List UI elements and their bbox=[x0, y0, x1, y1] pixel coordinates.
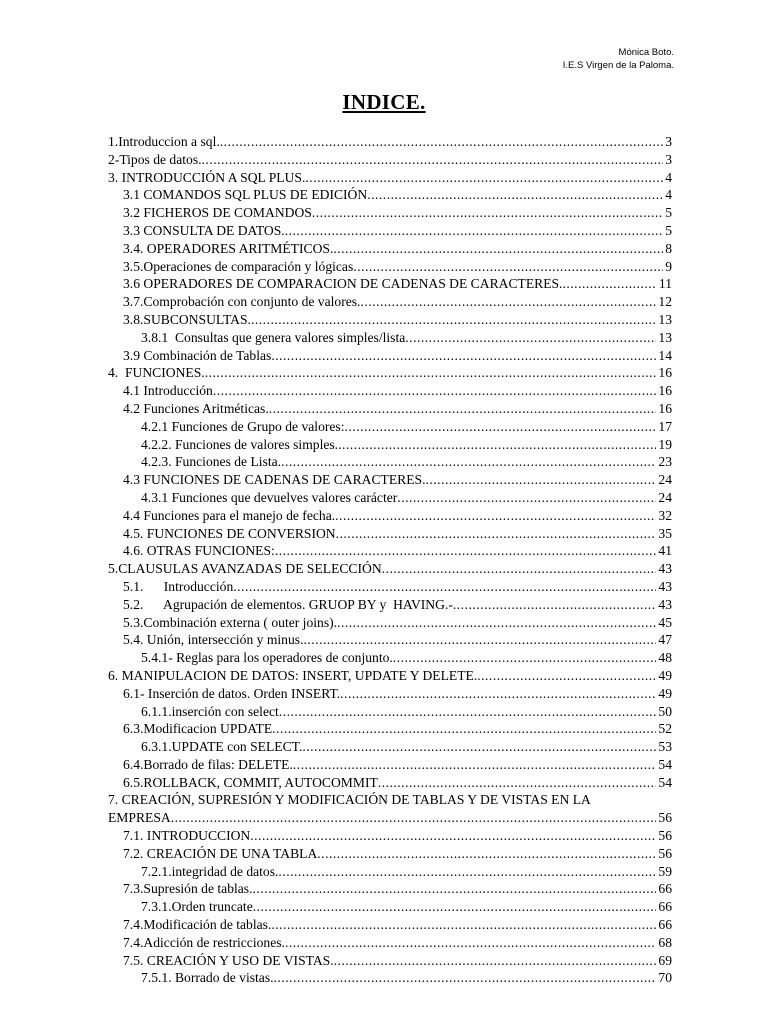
toc-entry-text-line2: EMPRESA bbox=[108, 810, 171, 826]
toc-entry-text: 5.3.Combinación externa ( outer joins). bbox=[123, 614, 338, 630]
dot-leader bbox=[382, 560, 657, 578]
toc-entry-text: 7.5.1. Borrado de vistas. bbox=[141, 970, 274, 986]
toc-entry bbox=[108, 418, 672, 436]
toc-entry-page: 8 bbox=[665, 240, 672, 256]
toc-entry-text: 5.1. Introducción bbox=[123, 578, 234, 594]
toc-entry-page: 47 bbox=[658, 632, 672, 648]
toc-entry-page: 13 bbox=[658, 329, 672, 345]
toc-entry-text: 7.1. INTRODUCCION bbox=[123, 828, 251, 844]
toc-entry-page: 23 bbox=[658, 454, 672, 470]
toc-entry-page: 16 bbox=[658, 383, 672, 399]
toc-entry bbox=[108, 916, 672, 934]
toc-entry bbox=[108, 364, 672, 382]
toc-entry-page: 3 bbox=[665, 151, 672, 167]
toc-entry-page: 24 bbox=[658, 472, 672, 488]
toc-entry-text: 6.1- Inserción de datos. Orden INSERT. bbox=[123, 685, 341, 701]
toc-entry-page: 52 bbox=[658, 721, 672, 737]
toc-entry-page: 14 bbox=[658, 347, 672, 363]
dot-leader bbox=[272, 720, 656, 738]
toc-entry-text: 4.4 Funciones para el manejo de fecha. bbox=[123, 507, 336, 523]
toc-entry bbox=[108, 845, 672, 863]
toc-entry-text: 6.3.1.UPDATE con SELECT. bbox=[141, 739, 303, 755]
page-header bbox=[563, 46, 674, 72]
toc-entry bbox=[108, 756, 672, 774]
toc-entry bbox=[108, 169, 672, 187]
toc-entry-page: 35 bbox=[658, 525, 672, 541]
dot-leader bbox=[335, 507, 656, 525]
toc-entry bbox=[108, 347, 672, 365]
toc-entry-page: 66 bbox=[658, 917, 672, 933]
toc-entry-text: 3. INTRODUCCIÓN A SQL PLUS. bbox=[108, 169, 306, 185]
dot-leader bbox=[477, 667, 656, 685]
toc-entry-text: 6.5.ROLLBACK, COMMIT, AUTOCOMMIT bbox=[123, 774, 378, 790]
toc-entry bbox=[108, 542, 672, 560]
toc-entry bbox=[108, 222, 672, 240]
toc-entry-page: 13 bbox=[658, 311, 672, 327]
dot-leader bbox=[253, 898, 657, 916]
toc-entry-page: 43 bbox=[658, 596, 672, 612]
toc-entry bbox=[108, 827, 672, 845]
toc-entry-text: 3.5.Operaciones de comparación y lógicas bbox=[123, 258, 354, 274]
toc-entry bbox=[108, 934, 672, 952]
page-title: INDICE. bbox=[342, 90, 426, 114]
dot-leader bbox=[312, 204, 663, 222]
dot-leader bbox=[285, 934, 656, 952]
toc-entry-page: 4 bbox=[665, 169, 672, 185]
toc-entry bbox=[108, 133, 672, 151]
dot-leader bbox=[271, 347, 656, 365]
toc-entry-text: 5.4. Unión, intersección y minus. bbox=[123, 632, 304, 648]
header-school: I.E.S Virgen de la Paloma. bbox=[562, 60, 674, 71]
toc-entry bbox=[108, 186, 672, 204]
toc-entry-text: 6.1.1.inserción con select bbox=[141, 703, 279, 719]
toc-entry bbox=[108, 774, 672, 792]
toc-entry-text: 2-Tipos de datos. bbox=[108, 151, 202, 167]
toc-entry-text: 4.2.3. Funciones de Lista. bbox=[141, 454, 282, 470]
toc-entry-text: 4.2.1 Funciones de Grupo de valores: bbox=[141, 418, 345, 434]
toc-entry-text: 4.2 Funciones Aritméticas. bbox=[123, 400, 269, 416]
toc-entry-text: 4.2.2. Funciones de valores simples. bbox=[141, 436, 339, 452]
toc-entry-text: 7.2. CREACIÓN DE UNA TABLA bbox=[123, 845, 318, 861]
toc-entry bbox=[108, 952, 672, 970]
dot-leader bbox=[340, 685, 656, 703]
dot-leader bbox=[453, 596, 657, 614]
dot-leader bbox=[279, 703, 657, 721]
toc-entry bbox=[108, 400, 672, 418]
toc-entry-text: 4.5. FUNCIONES DE CONVERSION bbox=[123, 525, 336, 541]
toc-entry bbox=[108, 275, 672, 293]
toc-entry-line2 bbox=[108, 809, 672, 827]
toc-entry-page: 66 bbox=[658, 881, 672, 897]
dot-leader bbox=[333, 240, 663, 258]
toc-entry-text: 6.3.Modificacion UPDATE bbox=[123, 721, 273, 737]
toc-entry-text: 5.2. Agrupación de elementos. GRUOP BY y HAVING.- bbox=[123, 596, 453, 612]
dot-leader bbox=[303, 631, 656, 649]
dot-leader bbox=[393, 649, 657, 667]
dot-leader bbox=[253, 880, 657, 898]
dot-leader bbox=[274, 969, 657, 987]
toc-entry-text: 3.4. OPERADORES ARITMÉTICOS. bbox=[123, 240, 334, 256]
toc-entry bbox=[108, 880, 672, 898]
dot-leader bbox=[562, 275, 656, 293]
toc-entry-text: 7.4.Adicción de restricciones. bbox=[123, 934, 285, 950]
toc-entry-page: 56 bbox=[658, 845, 672, 861]
dot-leader bbox=[278, 863, 656, 881]
toc-entry-page: 9 bbox=[665, 258, 672, 274]
toc-entry bbox=[108, 703, 672, 721]
toc-entry-page: 24 bbox=[658, 489, 672, 505]
dot-leader bbox=[305, 169, 663, 187]
toc-entry-page: 59 bbox=[658, 863, 672, 879]
toc-entry bbox=[108, 329, 672, 347]
toc-entry-text: 3.8.1 Consultas que genera valores simples/lista bbox=[141, 329, 406, 345]
toc-entry-text: 3.8.SUBCONSULTAS. bbox=[123, 311, 251, 327]
table-of-contents bbox=[108, 133, 672, 987]
header-author: Mónica Boto. bbox=[618, 47, 674, 58]
toc-entry-text: 1.Introduccion a sql. bbox=[108, 134, 220, 149]
toc-entry-text: 4.3.1 Funciones que devuelves valores carácter bbox=[141, 489, 398, 505]
toc-entry-text: 7.3.Supresión de tablas. bbox=[123, 881, 253, 897]
toc-entry bbox=[108, 898, 672, 916]
toc-entry bbox=[108, 578, 672, 596]
dot-leader bbox=[302, 738, 656, 756]
toc-entry-text: 5.CLAUSULAS AVANZADAS DE SELECCIÓN bbox=[108, 561, 382, 577]
toc-entry-text: 3.3 CONSULTA DE DATOS. bbox=[123, 222, 285, 238]
dot-leader bbox=[360, 293, 656, 311]
toc-entry bbox=[108, 649, 672, 667]
toc-section-1 bbox=[108, 133, 672, 791]
dot-leader bbox=[334, 952, 657, 970]
dot-leader bbox=[378, 774, 657, 792]
toc-entry-page: 19 bbox=[658, 436, 672, 452]
toc-entry-text: 4.6. OTRAS FUNCIONES: bbox=[123, 543, 275, 559]
toc-entry-text: 3.1 COMANDOS SQL PLUS DE EDICIÓN bbox=[123, 187, 368, 203]
dot-leader bbox=[250, 827, 656, 845]
dot-leader bbox=[271, 916, 656, 934]
dot-leader bbox=[405, 329, 656, 347]
toc-entry-page: 17 bbox=[658, 418, 672, 434]
toc-entry-page: 5 bbox=[665, 205, 672, 221]
toc-entry bbox=[108, 311, 672, 329]
toc-entry-page: 11 bbox=[658, 276, 672, 292]
toc-entry bbox=[108, 507, 672, 525]
toc-entry-page: 54 bbox=[658, 756, 672, 772]
toc-entry-page: 43 bbox=[658, 561, 672, 577]
toc-entry bbox=[108, 204, 672, 222]
toc-entry bbox=[108, 560, 672, 578]
toc-entry-page: 56 bbox=[658, 810, 672, 826]
dot-leader bbox=[205, 364, 657, 382]
toc-entry-page: 66 bbox=[658, 899, 672, 915]
toc-entry-text: 3.2 FICHEROS DE COMANDOS bbox=[123, 205, 312, 221]
toc-entry-text: 7.2.1.integridad de datos. bbox=[141, 863, 279, 879]
toc-entry bbox=[108, 863, 672, 881]
toc-entry-page: 53 bbox=[658, 739, 672, 755]
dot-leader bbox=[367, 186, 663, 204]
toc-entry-page: 45 bbox=[658, 614, 672, 630]
toc-entry-text: 5.4.1- Reglas para los operadores de conjunto. bbox=[141, 650, 393, 666]
toc-entry bbox=[108, 596, 672, 614]
toc-entry bbox=[108, 969, 672, 987]
toc-entry-text: 6.4.Borrado de filas: DELETE. bbox=[123, 756, 293, 772]
dot-leader bbox=[269, 400, 657, 418]
dot-leader bbox=[336, 525, 657, 543]
toc-entry-page: 48 bbox=[658, 650, 672, 666]
toc-entry bbox=[108, 240, 672, 258]
toc-entry bbox=[108, 258, 672, 276]
toc-entry bbox=[108, 471, 672, 489]
toc-entry-text: 4.3 FUNCIONES DE CADENAS DE CARACTERES. bbox=[123, 472, 426, 488]
dot-leader bbox=[171, 809, 657, 827]
dot-leader bbox=[233, 578, 656, 596]
toc-entry-page: 70 bbox=[658, 970, 672, 986]
toc-entry-text: 4. FUNCIONES. bbox=[108, 365, 205, 381]
dot-leader bbox=[202, 151, 664, 169]
toc-entry-page: 54 bbox=[658, 774, 672, 790]
dot-leader bbox=[353, 258, 663, 276]
toc-entry-text-line1: 7. CREACIÓN, SUPRESIÓN Y MODIFICACIÓN DE TABLAS Y DE VISTAS EN LA bbox=[108, 792, 591, 808]
toc-entry-page: 3 bbox=[665, 134, 672, 149]
toc-entry-page: 32 bbox=[658, 507, 672, 523]
toc-entry-text: 7.5. CREACIÓN Y USO DE VISTAS. bbox=[123, 952, 334, 968]
toc-entry-page: 49 bbox=[658, 685, 672, 701]
dot-leader bbox=[285, 222, 664, 240]
toc-entry-page: 4 bbox=[665, 187, 672, 203]
dot-leader bbox=[425, 471, 656, 489]
toc-entry bbox=[108, 720, 672, 738]
toc-entry-page: 49 bbox=[658, 667, 672, 683]
toc-entry bbox=[108, 382, 672, 400]
toc-entry bbox=[108, 525, 672, 543]
toc-entry-page: 50 bbox=[658, 703, 672, 719]
dot-leader bbox=[251, 311, 656, 329]
toc-entry bbox=[108, 453, 672, 471]
dot-leader bbox=[397, 489, 656, 507]
dot-leader bbox=[338, 436, 656, 454]
toc-section-2 bbox=[108, 827, 672, 987]
toc-entry-wrapped bbox=[108, 791, 672, 827]
toc-entry-page: 69 bbox=[658, 952, 672, 968]
dot-leader bbox=[220, 133, 663, 151]
dot-leader bbox=[281, 453, 656, 471]
toc-entry-text: 4.1 Introducción bbox=[123, 383, 213, 399]
toc-entry bbox=[108, 489, 672, 507]
toc-entry bbox=[108, 631, 672, 649]
toc-entry-page: 68 bbox=[658, 934, 672, 950]
dot-leader bbox=[213, 382, 657, 400]
dot-leader bbox=[317, 845, 656, 863]
toc-entry-text: 7.4.Modificación de tablas. bbox=[123, 917, 272, 933]
toc-entry-page: 16 bbox=[658, 400, 672, 416]
toc-entry bbox=[108, 151, 672, 169]
toc-entry bbox=[108, 614, 672, 632]
toc-entry-text: 6. MANIPULACION DE DATOS: INSERT, UPDATE Y DELETE. bbox=[108, 667, 478, 683]
dot-leader bbox=[345, 418, 657, 436]
toc-entry bbox=[108, 436, 672, 454]
toc-entry bbox=[108, 667, 672, 685]
toc-entry-page: 16 bbox=[658, 365, 672, 381]
toc-entry-text: 3.6 OPERADORES DE COMPARACION DE CADENAS DE CARACTERES. bbox=[123, 276, 563, 292]
toc-entry-page: 5 bbox=[665, 222, 672, 238]
toc-entry-text: 3.9 Combinación de Tablas bbox=[123, 347, 272, 363]
dot-leader bbox=[337, 614, 656, 632]
toc-entry-text: 3.7.Comprobación con conjunto de valores. bbox=[123, 294, 361, 310]
dot-leader bbox=[293, 756, 657, 774]
toc-entry-page: 56 bbox=[658, 828, 672, 844]
toc-entry bbox=[108, 738, 672, 756]
toc-entry bbox=[108, 685, 672, 703]
toc-entry-page: 43 bbox=[658, 578, 672, 594]
toc-entry bbox=[108, 293, 672, 311]
toc-entry-text: 7.3.1.Orden truncate bbox=[141, 899, 253, 915]
toc-entry-page: 41 bbox=[658, 543, 672, 559]
dot-leader bbox=[275, 542, 657, 560]
toc-entry-page: 12 bbox=[658, 294, 672, 310]
